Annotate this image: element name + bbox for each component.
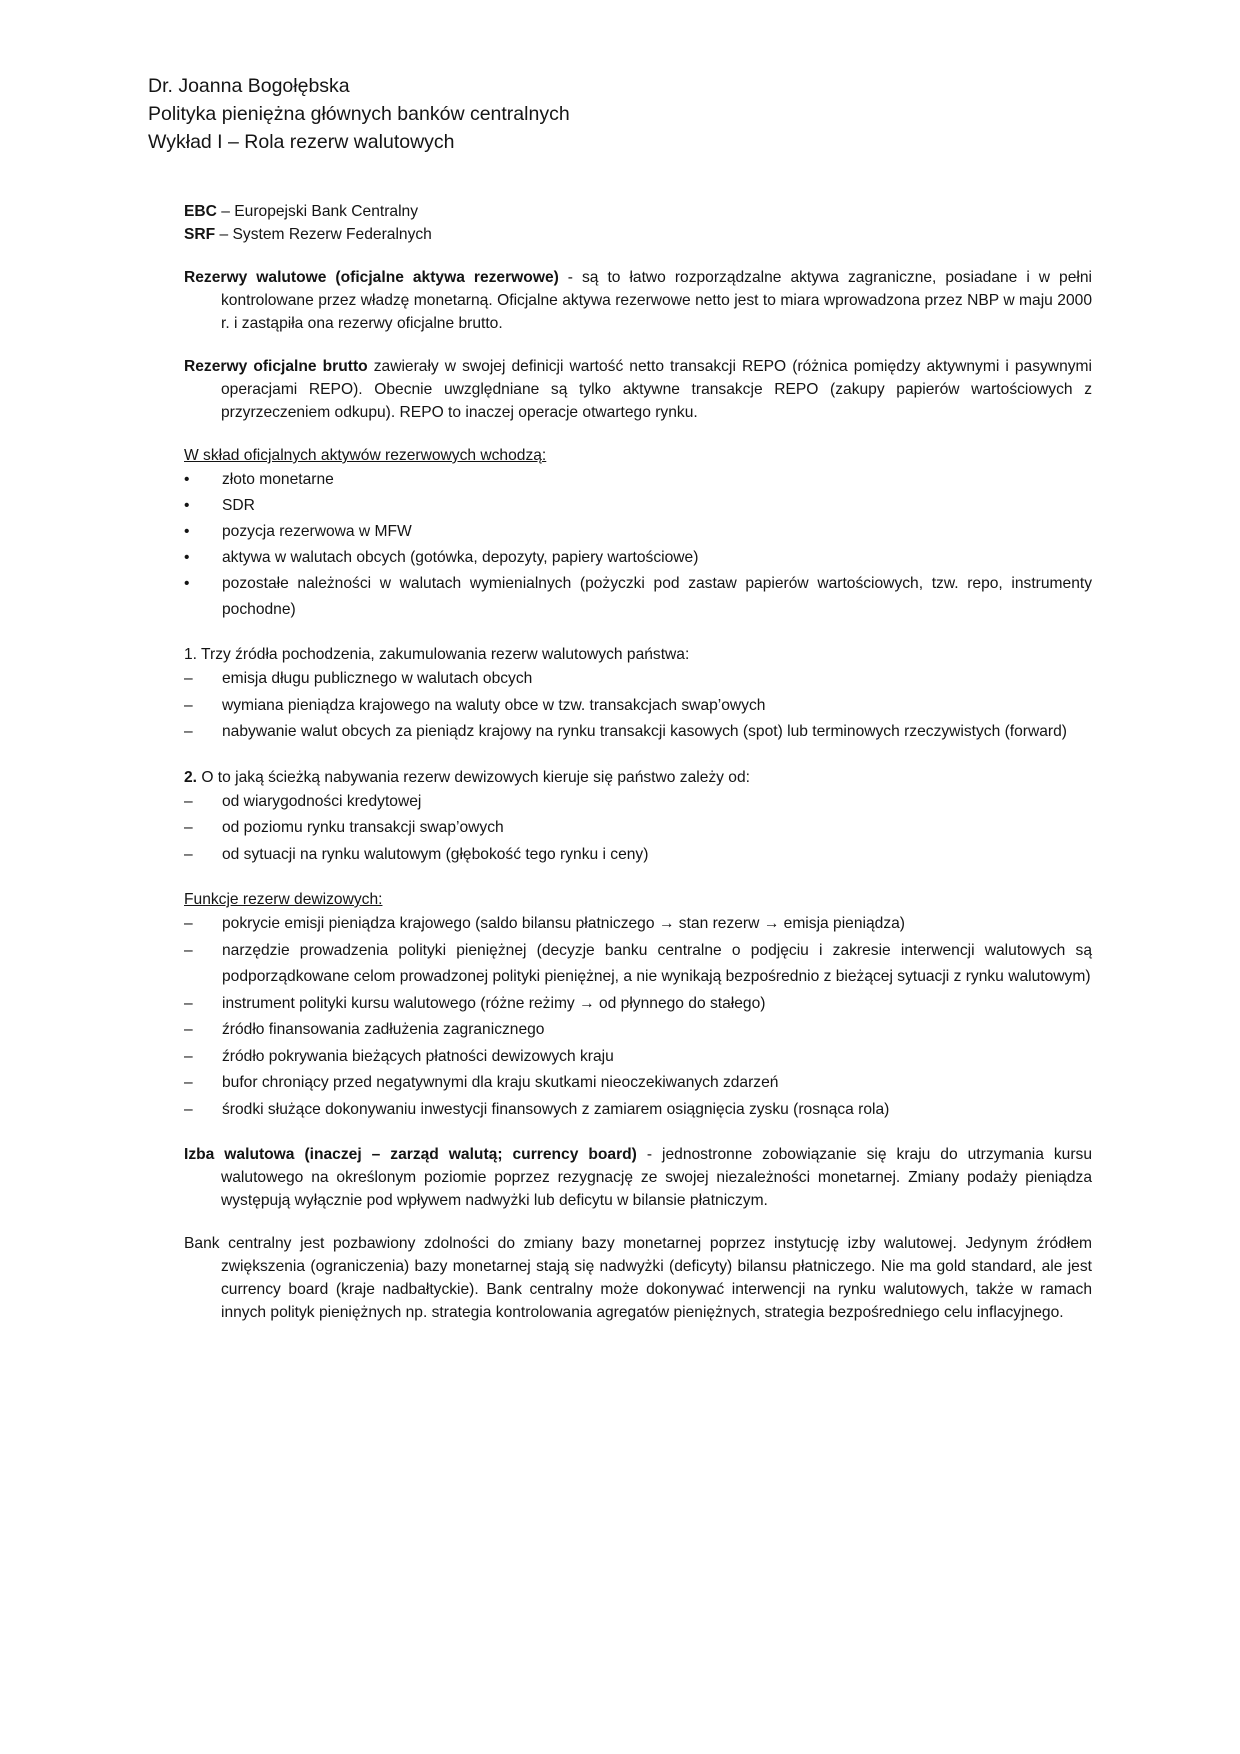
list-item: • SDR xyxy=(184,493,1092,519)
reserves-definition xyxy=(184,266,1092,335)
dash-marker: – xyxy=(184,723,193,740)
list-item: – nabywanie walut obcych za pieniądz krajowy na rynku transakcji kasowych (spot) lub terminowych rzeczywistych (forward) xyxy=(184,719,1092,746)
author-line: Dr. Joanna Bogołębska xyxy=(148,75,350,97)
composition-heading: W skład oficjalnych aktywów rezerwowych wchodzą: xyxy=(184,447,547,464)
lecture-title: Wykład I – Rola rezerw walutowych xyxy=(148,131,455,153)
list-item: – bufor chroniący przed negatywnymi dla kraju skutkami nieoczekiwanych zdarzeń xyxy=(184,1070,1092,1097)
abbreviations-block xyxy=(184,200,1092,246)
list-item: – środki służące dokonywaniu inwestycji finansowych z zamiarem osiągnięcia zysku (rosnąca rola) xyxy=(184,1097,1092,1124)
definition-term: Izba walutowa (inaczej – zarząd walutą; currency board) xyxy=(184,1146,637,1163)
dash-marker: – xyxy=(184,1021,193,1038)
list-item: – od sytuacji na rynku walutowym (głębokość tego rynku i ceny) xyxy=(184,842,1092,869)
functions-heading: Funkcje rezerw dewizowych: xyxy=(184,891,383,908)
closing-paragraph: Bank centralny jest pozbawiony zdolności do zmiany bazy monetarnej poprzez instytucję izby walutowej. Jedynym źródłem zwiększenia (ograniczenia) bazy monetarnej stają się nadwyżki (deficyty) bilansu płatniczego. Nie ma gold standard, ale jest currency board (kraje nadbałtyckie). Bank centralny może dokonywać interwencji na rynku walutowych, także w ramach innych polityk pieniężnych np. strategia kontrolowania agregatów pieniężnych, strategia bezpośredniego celu inflacyjnego. xyxy=(184,1235,1092,1321)
sources-list xyxy=(184,666,1092,746)
list-item: – instrument polityki kursu walutowego (różne reżimy → od płynnego do stałego) xyxy=(184,991,1092,1018)
path-number: 2. xyxy=(184,768,198,786)
course-title: Polityka pieniężna głównych banków centralnych xyxy=(148,103,570,125)
dash-marker: – xyxy=(184,1074,193,1091)
bullet-marker: • xyxy=(184,523,190,540)
bullet-marker: • xyxy=(184,471,190,488)
path-list xyxy=(184,789,1092,869)
dash-marker: – xyxy=(184,1100,193,1118)
abbreviation-line xyxy=(184,200,1092,223)
abbreviation-definition: – System Rezerw Federalnych xyxy=(215,226,432,243)
document-body xyxy=(184,200,1092,1324)
bullet-marker: • xyxy=(184,575,190,592)
bullet-marker: • xyxy=(184,497,190,514)
dash-marker: – xyxy=(184,792,193,810)
list-item: – pokrycie emisji pieniądza krajowego (saldo bilansu płatniczego → stan rezerw → emisja pieniądza) xyxy=(184,911,1092,938)
path-heading: 2. O to jaką ścieżką nabywania rezerw dewizowych kieruje się państwo zależy od: xyxy=(184,768,750,786)
dash-marker: – xyxy=(184,994,193,1012)
list-item: • pozycja rezerwowa w MFW xyxy=(184,519,1092,545)
definition-text: - jednostronne zobowiązanie się kraju do utrzymania kursu walutowego na określonym poziomie poprzez rezygnację ze swojej niezależności monetarnej. Zmiany podaży pieniądza występują wyłącznie pod wpływem nadwyżki lub deficytu w bilansie płatniczym. xyxy=(221,1146,1093,1209)
document-header xyxy=(148,72,1048,156)
bullet-marker: • xyxy=(184,549,190,566)
list-item: • aktywa w walutach obcych (gotówka, depozyty, papiery wartościowe) xyxy=(184,545,1092,571)
list-item: – źródło finansowania zadłużenia zagranicznego xyxy=(184,1017,1092,1044)
list-item: – źródło pokrywania bieżących płatności dewizowych kraju xyxy=(184,1044,1092,1071)
definition-term: Rezerwy oficjalne brutto xyxy=(184,358,368,375)
dash-marker: – xyxy=(184,696,193,714)
list-item: – od poziomu rynku transakcji swap’owych xyxy=(184,815,1092,842)
list-item: • pozostałe należności w walutach wymienialnych (pożyczki pod zastaw papierów wartościowych, tzw. repo, instrumenty pochodne) xyxy=(184,571,1092,623)
dash-marker: – xyxy=(184,845,193,863)
sources-heading: 1. Trzy źródła pochodzenia, zakumulowania rezerw walutowych państwa: xyxy=(184,646,690,663)
gross-reserves-definition xyxy=(184,355,1092,424)
definition-term: Rezerwy walutowe (oficjalne aktywa rezerwowe) xyxy=(184,269,559,286)
definition-text: zawierały w swojej definicji wartość netto transakcji REPO (różnica pomiędzy aktywnymi i pasywnymi operacjami REPO). Obecnie uwzględniane są tylko aktywne transakcje REPO (zakupy papierów wartościowych z przyrzeczeniem odkupu). REPO to inaczej operacje otwartego rynku. xyxy=(221,358,1092,421)
dash-marker: – xyxy=(184,915,193,932)
currency-board-definition xyxy=(184,1143,1092,1212)
definition-text: - są to łatwo rozporządzalne aktywa zagraniczne, posiadane i w pełni kontrolowane przez władzę monetarną. Oficjalne aktywa rezerwowe netto jest to miara wprowadzona przez NBP w maju 2000 r. i zastąpiła ona rezerwy oficjalne brutto. xyxy=(221,269,1092,332)
list-item: – wymiana pieniądza krajowego na waluty obce w tzw. transakcjach swap’owych xyxy=(184,693,1092,720)
abbreviation-term: EBC xyxy=(184,203,217,220)
list-item: – emisja długu publicznego w walutach obcych xyxy=(184,666,1092,693)
dash-marker: – xyxy=(184,670,193,687)
functions-list xyxy=(184,911,1092,1123)
list-item: – od wiarygodności kredytowej xyxy=(184,789,1092,816)
composition-list xyxy=(184,467,1092,623)
dash-marker: – xyxy=(184,1047,193,1065)
abbreviation-line xyxy=(184,223,1092,246)
dash-marker: – xyxy=(184,819,193,836)
abbreviation-definition: – Europejski Bank Centralny xyxy=(216,203,419,220)
list-item: – narzędzie prowadzenia polityki pieniężnej (decyzje banku centralne o podjęciu i zakresie interwencji walutowych są podporządkowane celom prowadzonej polityki pieniężnej, a nie wynikają bezpośrednio z bieżącej sytuacji z rynku walutowym) xyxy=(184,938,1092,991)
abbreviation-term: SRF xyxy=(184,226,216,243)
list-item: • złoto monetarne xyxy=(184,467,1092,493)
dash-marker: – xyxy=(184,941,193,959)
